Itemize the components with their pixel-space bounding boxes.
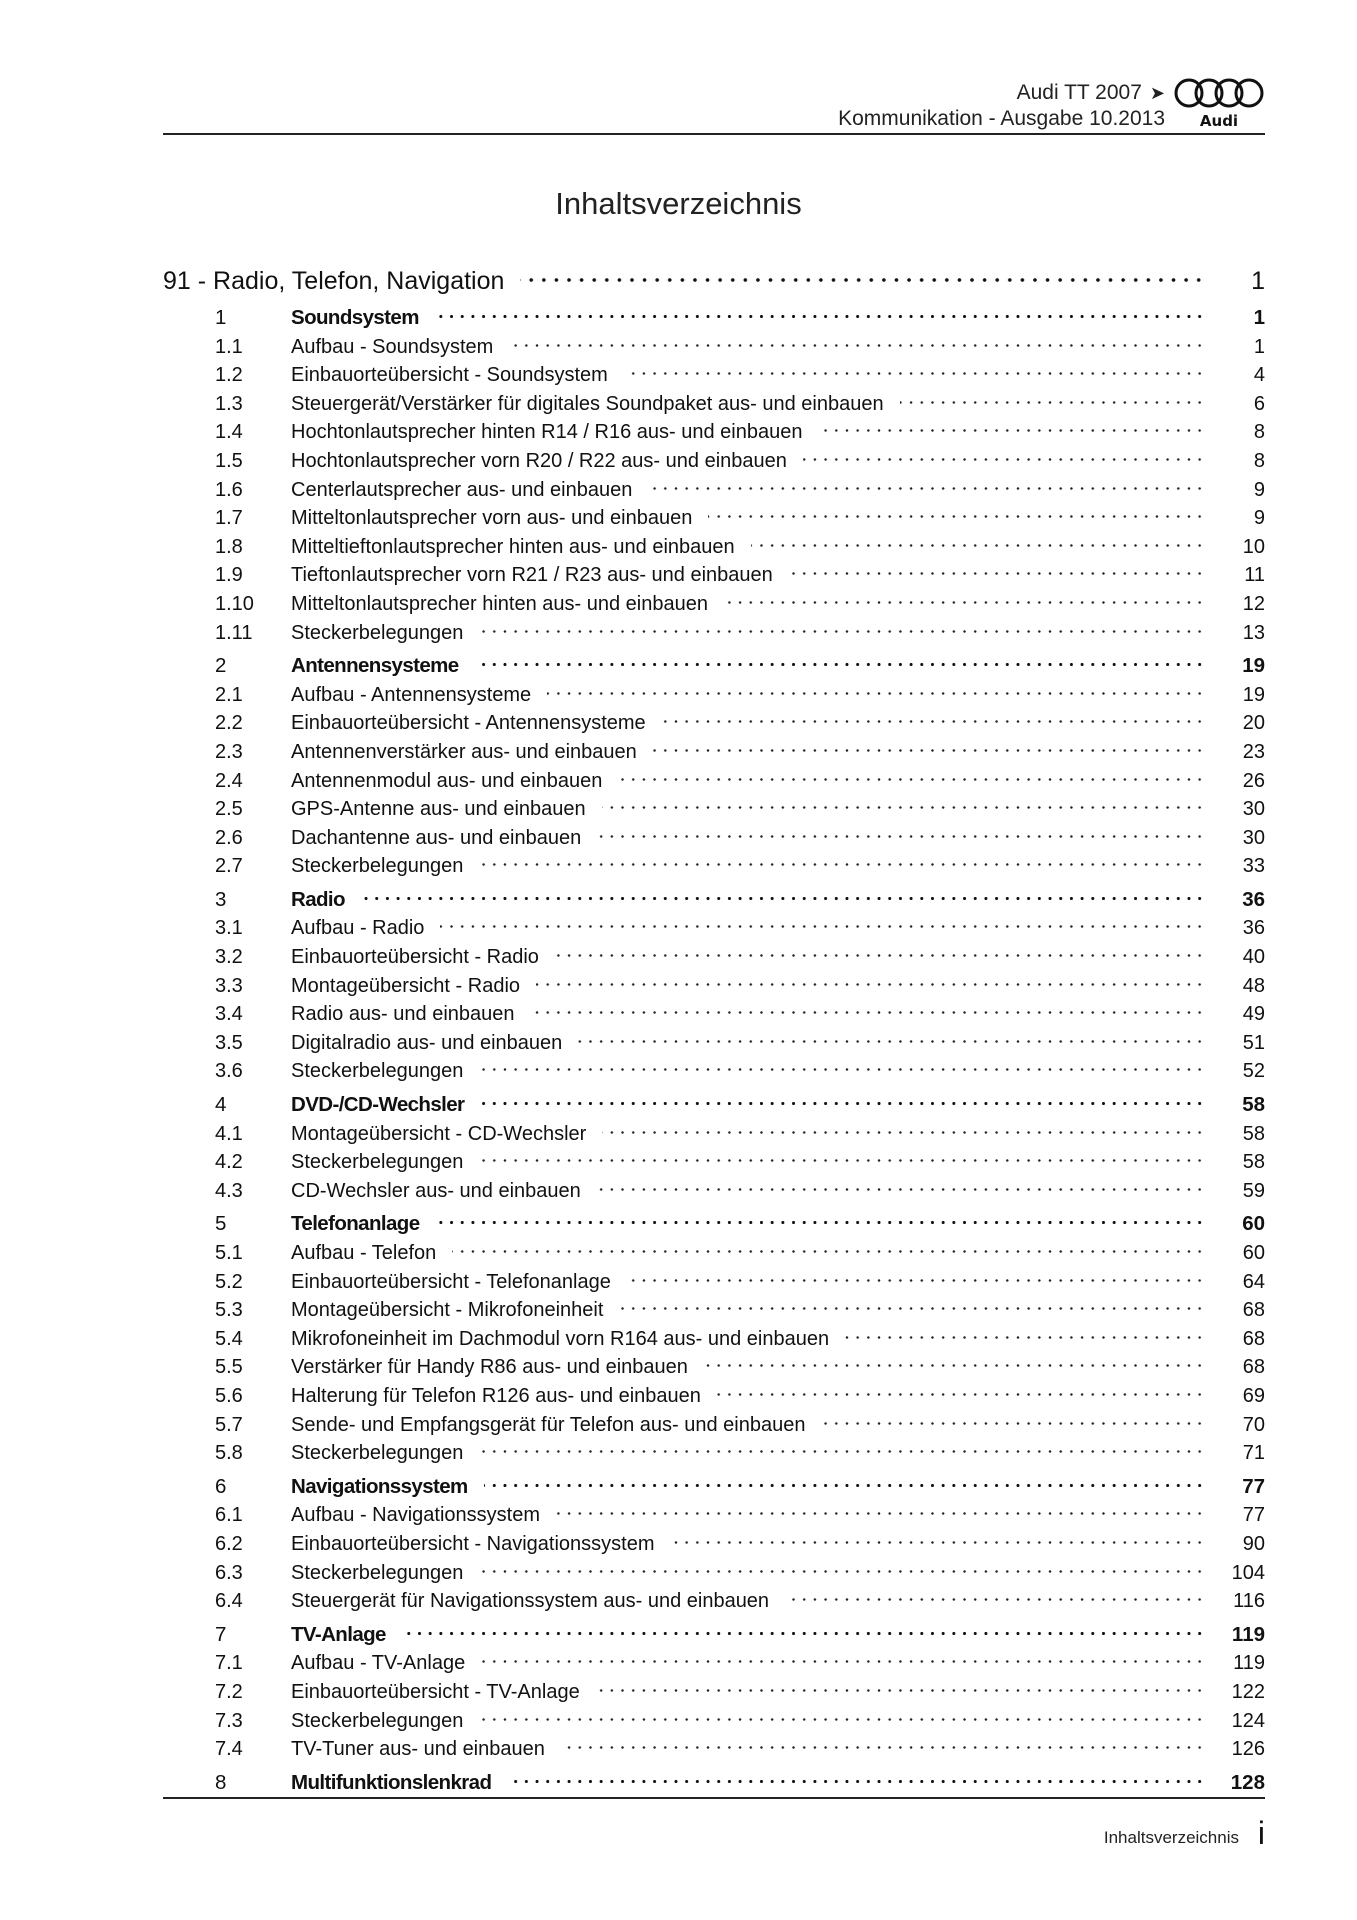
toc-dot-leader — [479, 1068, 1205, 1071]
toc-entry-title[interactable]: GPS-Antenne aus- und einbauen — [291, 798, 586, 821]
toc-entry-number: 1.5 — [215, 449, 243, 472]
toc-entry-row[interactable] — [163, 333, 1265, 362]
toc-dot-leader — [845, 1336, 1205, 1339]
toc-entry-number: 6.2 — [215, 1532, 243, 1555]
toc-entry-page[interactable]: 40 — [1242, 946, 1265, 969]
toc-dot-leader — [507, 1780, 1205, 1783]
header-text — [838, 80, 1165, 132]
toc-entry-title[interactable]: Steuergerät für Navigationssystem aus- und einbauen — [291, 1590, 770, 1613]
toc-entry-row[interactable] — [163, 1559, 1265, 1588]
toc-entry-page[interactable]: 30 — [1242, 798, 1265, 821]
toc-entry-number: 5.5 — [215, 1356, 243, 1379]
toc-entry-title[interactable]: Steckerbelegungen — [291, 1442, 464, 1465]
toc-dot-leader — [602, 806, 1205, 809]
toc-entry-page[interactable]: 68 — [1242, 1327, 1265, 1350]
toc-entry-title[interactable]: Multifunktionslenkrad — [291, 1770, 492, 1794]
toc-dot-leader — [785, 1598, 1205, 1601]
toc-entry-page[interactable]: 69 — [1242, 1384, 1265, 1407]
toc-entry-title[interactable]: Radio aus- und einbauen — [291, 1003, 515, 1026]
toc-entry-number: 3.1 — [215, 917, 243, 940]
toc-dot-leader — [821, 1422, 1205, 1425]
header-model: Audi TT 2007 — [1016, 81, 1142, 104]
toc-dot-leader — [704, 1364, 1205, 1367]
toc-entry-number: 2.3 — [215, 740, 243, 763]
toc-entry-number: 1.2 — [215, 364, 243, 387]
toc-entry-number: 5.2 — [215, 1270, 243, 1293]
toc-entry-row[interactable] — [163, 824, 1265, 853]
toc-dot-leader — [509, 344, 1205, 347]
toc-entry-number: 2.1 — [215, 683, 243, 706]
toc-dot-leader — [618, 778, 1205, 781]
toc-entry-row[interactable] — [163, 1678, 1265, 1707]
toc-dot-leader — [596, 1689, 1205, 1692]
toc-entry-title[interactable]: Aufbau - Antennensysteme — [291, 683, 532, 706]
toc-entry-number: 3.3 — [215, 974, 243, 997]
toc-entry-title[interactable]: Einbauorteübersicht - TV-Anlage — [291, 1680, 580, 1703]
toc-dot-leader — [900, 401, 1205, 404]
toc-dot-leader — [803, 458, 1205, 461]
toc-entry-row[interactable] — [163, 1353, 1265, 1382]
toc-entry-page[interactable]: 64 — [1242, 1270, 1265, 1293]
toc-entry-row[interactable] — [163, 914, 1265, 943]
toc-entry-number: 1.11 — [215, 621, 253, 644]
toc-entry-page[interactable]: 116 — [1233, 1590, 1265, 1613]
toc-entry-page[interactable]: 49 — [1242, 1003, 1265, 1026]
toc-entry-title[interactable]: Antennensysteme — [291, 654, 459, 678]
toc-entry-page[interactable]: 10 — [1242, 535, 1265, 558]
toc-entry-page[interactable]: 68 — [1242, 1299, 1265, 1322]
toc-entry-page[interactable]: 104 — [1231, 1561, 1265, 1584]
toc-entry-row[interactable] — [163, 681, 1265, 710]
toc-entry-page[interactable]: 9 — [1253, 507, 1265, 530]
toc-entry-row[interactable] — [163, 1735, 1265, 1764]
toc-entry-page[interactable]: 77 — [1242, 1504, 1265, 1527]
toc-dot-leader — [481, 1660, 1205, 1663]
toc-entry-number: 1.3 — [215, 392, 243, 415]
toc-entry-number: 7.1 — [215, 1652, 243, 1675]
toc-dot-leader — [547, 692, 1205, 695]
toc-entry-row[interactable] — [163, 709, 1265, 738]
toc-dot-leader — [479, 1159, 1205, 1162]
toc-entry-page[interactable]: 58 — [1242, 1122, 1265, 1145]
toc-entry-title[interactable]: Antennenmodul aus- und einbauen — [291, 769, 603, 792]
toc-entry-row[interactable] — [163, 1707, 1265, 1736]
toc-dot-leader — [479, 863, 1205, 866]
toc-entry-row[interactable] — [163, 1587, 1265, 1616]
toc-entry-row[interactable] — [163, 852, 1265, 881]
toc-dot-leader — [435, 315, 1205, 318]
toc-dot-leader — [724, 601, 1205, 604]
toc-entry-row[interactable] — [163, 1029, 1265, 1058]
toc-entry-row[interactable] — [163, 1530, 1265, 1559]
toc-dot-leader — [624, 372, 1205, 375]
toc-dot-leader — [531, 1011, 1205, 1014]
toc-entry-row[interactable] — [163, 1382, 1265, 1411]
toc-dot-leader — [479, 1570, 1205, 1573]
toc-entry-number: 3.6 — [215, 1060, 243, 1083]
toc-dot-leader — [556, 1512, 1205, 1515]
toc-entry-page[interactable]: 122 — [1231, 1680, 1265, 1703]
toc-entry-number: 1.4 — [215, 421, 243, 444]
toc-dot-leader — [789, 572, 1205, 575]
toc-entry-page[interactable]: 70 — [1242, 1413, 1265, 1436]
toc-dot-leader — [436, 1221, 1205, 1224]
toc-entry-number: 6.1 — [215, 1504, 243, 1527]
toc-entry-row[interactable] — [163, 1120, 1265, 1149]
toc-entry-row[interactable] — [163, 1000, 1265, 1029]
toc-entry-row[interactable] — [163, 795, 1265, 824]
toc-entry-page[interactable]: 60 — [1242, 1242, 1265, 1264]
toc-entry-title[interactable]: Montageübersicht - Mikrofoneinheit — [291, 1299, 604, 1322]
toc-entry-row[interactable] — [163, 1268, 1265, 1297]
toc-section-row[interactable] — [163, 886, 1265, 915]
toc-entry-page[interactable]: 12 — [1242, 592, 1265, 615]
toc-entry-title[interactable]: Mitteltieftonlautsprecher hinten aus- und einbauen — [291, 535, 735, 558]
toc-entry-title[interactable]: Aufbau - Soundsystem — [291, 335, 494, 358]
toc-entry-row[interactable] — [163, 1296, 1265, 1325]
toc-dot-leader — [597, 835, 1205, 838]
toc-entry-title[interactable]: Einbauorteübersicht - Radio — [291, 946, 539, 969]
toc-entry-row[interactable] — [163, 1239, 1265, 1268]
toc-entry-title[interactable]: Steckerbelegungen — [291, 1709, 464, 1732]
toc-entry-title[interactable]: Aufbau - Navigationssystem — [291, 1504, 541, 1527]
toc-entry-page[interactable]: 71 — [1242, 1442, 1265, 1465]
toc-entry-page[interactable]: 124 — [1231, 1709, 1265, 1732]
toc-entry-page[interactable]: 60 — [1242, 1212, 1265, 1236]
toc-dot-leader — [479, 630, 1205, 633]
toc-entry-page[interactable]: 13 — [1242, 621, 1265, 644]
toc-entry-number: 7 — [215, 1622, 227, 1646]
toc-section-row[interactable] — [163, 1473, 1265, 1502]
toc-entry-page[interactable]: 11 — [1244, 564, 1265, 587]
toc-entry-page[interactable]: 33 — [1242, 855, 1265, 878]
toc-entry-row[interactable] — [163, 561, 1265, 590]
toc-dot-leader — [361, 897, 1205, 900]
toc-entry-row[interactable] — [163, 1148, 1265, 1177]
toc-entry-row[interactable] — [163, 418, 1265, 447]
toc-entry-page[interactable]: 58 — [1242, 1151, 1265, 1174]
toc-entry-title[interactable]: CD-Wechsler aus- und einbauen — [291, 1179, 581, 1202]
toc-entry-page[interactable]: 20 — [1242, 712, 1265, 735]
toc-entry-number: 8 — [215, 1770, 227, 1794]
toc-entry-title[interactable]: Navigationssystem — [291, 1474, 468, 1498]
toc-entry-row[interactable] — [163, 533, 1265, 562]
toc-entry-number: 5.1 — [215, 1242, 243, 1264]
footer-page-number: i — [1257, 1815, 1265, 1851]
toc-entry-page[interactable]: 126 — [1231, 1738, 1265, 1761]
toc-dot-leader — [479, 1450, 1205, 1453]
toc-entry-page[interactable]: 52 — [1242, 1060, 1265, 1083]
toc-entry-row[interactable] — [163, 972, 1265, 1001]
toc-entry-row[interactable] — [163, 1057, 1265, 1086]
toc-entry-row[interactable] — [163, 361, 1265, 390]
toc-dot-leader — [561, 1746, 1205, 1749]
toc-dot-leader — [597, 1188, 1205, 1191]
toc-entry-number: 7.3 — [215, 1709, 243, 1732]
footer-rule — [163, 1797, 1265, 1799]
toc-entry-number: 1.6 — [215, 478, 243, 501]
toc-entry-row[interactable] — [163, 1177, 1265, 1206]
toc-entry-page[interactable]: 30 — [1242, 826, 1265, 849]
toc-section-row[interactable] — [163, 652, 1265, 681]
toc-entry-page[interactable]: 36 — [1242, 917, 1265, 940]
toc-entry-number: 2.2 — [215, 712, 243, 735]
toc-entry-number: 5.7 — [215, 1413, 243, 1436]
toc-entry-title[interactable]: Digitalradio aus- und einbauen — [291, 1031, 563, 1054]
table-of-contents — [163, 263, 1265, 1797]
toc-entry-row[interactable] — [163, 1501, 1265, 1530]
toc-entry-row[interactable] — [163, 390, 1265, 419]
toc-entry-title[interactable]: Mikrofoneinheit im Dachmodul vorn R164 aus- und einbauen — [291, 1327, 830, 1350]
toc-entry-title[interactable]: Montageübersicht - Radio — [291, 974, 521, 997]
toc-dot-leader — [662, 720, 1205, 723]
toc-entry-page[interactable]: 8 — [1253, 421, 1265, 444]
toc-entry-number: 4.1 — [215, 1122, 243, 1145]
toc-dot-leader — [536, 983, 1205, 986]
toc-entry-number: 1 — [215, 306, 227, 329]
toc-entry-row[interactable] — [163, 1325, 1265, 1354]
toc-entry-page[interactable]: 4 — [1253, 364, 1265, 387]
toc-dot-leader — [520, 278, 1205, 282]
toc-dot-leader — [619, 1307, 1205, 1310]
toc-entry-row[interactable] — [163, 590, 1265, 619]
toc-section-row[interactable] — [163, 1091, 1265, 1120]
toc-entry-number: 7.4 — [215, 1738, 243, 1761]
toc-dot-leader — [475, 663, 1205, 666]
toc-entry-title[interactable]: Sende- und Empfangsgerät für Telefon aus- und einbauen — [291, 1413, 806, 1436]
toc-entry-title[interactable]: Einbauorteübersicht - Antennensysteme — [291, 712, 646, 735]
toc-dot-leader — [602, 1131, 1205, 1134]
toc-section-row[interactable] — [163, 1621, 1265, 1650]
toc-entry-page[interactable]: 36 — [1242, 887, 1265, 911]
toc-entry-page[interactable]: 119 — [1233, 1652, 1265, 1675]
toc-entry-title[interactable]: Steckerbelegungen — [291, 1151, 464, 1174]
toc-entry-title[interactable]: Steckerbelegungen — [291, 621, 464, 644]
toc-entry-title[interactable]: Hochtonlautsprecher vorn R20 / R22 aus- und einbauen — [291, 449, 787, 472]
toc-entry-page[interactable]: 90 — [1242, 1532, 1265, 1555]
toc-entry-number: 2.6 — [215, 826, 243, 849]
toc-dot-leader — [627, 1279, 1205, 1282]
toc-entry-page[interactable]: 6 — [1253, 392, 1265, 415]
toc-dot-leader — [653, 749, 1205, 752]
toc-entry-row[interactable] — [163, 619, 1265, 648]
header-rule — [163, 133, 1265, 135]
toc-entry-row[interactable] — [163, 476, 1265, 505]
toc-entry-number: 6 — [215, 1474, 227, 1498]
toc-entry-number: 4.2 — [215, 1151, 243, 1174]
toc-entry-number: 3.2 — [215, 946, 243, 969]
page-title: Inhaltsverzeichnis — [555, 186, 802, 221]
toc-entry-number: 1.8 — [215, 535, 243, 558]
toc-entry-number: 1.10 — [215, 592, 254, 615]
toc-entry-number: 2.5 — [215, 798, 243, 821]
toc-entry-page[interactable]: 19 — [1242, 683, 1265, 706]
toc-entry-title[interactable]: Steckerbelegungen — [291, 855, 464, 878]
toc-entry-number: 1.7 — [215, 507, 243, 530]
toc-entry-title[interactable]: Steckerbelegungen — [291, 1060, 464, 1083]
toc-entry-page[interactable]: 9 — [1253, 478, 1265, 501]
toc-section-row[interactable] — [163, 1210, 1265, 1239]
toc-entry-title[interactable]: Aufbau - Radio — [291, 917, 425, 940]
toc-entry-title[interactable]: Steuergerät/Verstärker für digitales Soundpaket aus- und einbauen — [291, 392, 884, 415]
toc-entry-title[interactable]: Aufbau - Telefon — [291, 1242, 437, 1264]
toc-entry-title[interactable]: Centerlautsprecher aus- und einbauen — [291, 478, 633, 501]
toc-entry-page[interactable]: 1 — [1253, 335, 1265, 358]
toc-section-row[interactable] — [163, 304, 1265, 333]
toc-entry-number: 5.3 — [215, 1299, 243, 1322]
toc-entry-title[interactable]: Aufbau - TV-Anlage — [291, 1652, 466, 1675]
toc-entry-row[interactable] — [163, 504, 1265, 533]
toc-entry-title[interactable]: TV-Anlage — [291, 1622, 386, 1646]
toc-entry-title[interactable]: TV-Tuner aus- und einbauen — [291, 1738, 545, 1761]
toc-entry-number: 3 — [215, 887, 227, 911]
header-line-model — [838, 80, 1165, 106]
toc-entry-page[interactable]: 23 — [1242, 740, 1265, 763]
toc-entry-title[interactable]: Hochtonlautsprecher hinten R14 / R16 aus- und einbauen — [291, 421, 803, 444]
page-header — [163, 76, 1265, 136]
toc-entry-title[interactable]: Soundsystem — [291, 306, 419, 329]
toc-entry-title[interactable]: Mitteltonlautsprecher hinten aus- und einbauen — [291, 592, 708, 615]
toc-entry-number: 3.4 — [215, 1003, 243, 1026]
toc-entry-title[interactable]: Antennenverstärker aus- und einbauen — [291, 740, 637, 763]
toc-entry-number: 3.5 — [215, 1031, 243, 1054]
toc-entry-number: 4 — [215, 1093, 227, 1117]
toc-entry-page[interactable]: 59 — [1242, 1179, 1265, 1202]
audi-rings-logo — [1173, 76, 1265, 132]
toc-entry-title[interactable]: Telefonanlage — [291, 1212, 420, 1236]
toc-entry-row[interactable] — [163, 738, 1265, 767]
toc-chapter-row[interactable] — [163, 263, 1265, 299]
toc-entry-title[interactable]: DVD-/CD-Wechsler — [291, 1093, 465, 1117]
toc-entry-number: 5.4 — [215, 1327, 243, 1350]
toc-entry-row[interactable] — [163, 1411, 1265, 1440]
arrow-right-icon: ➤ — [1149, 83, 1165, 103]
toc-entry-title[interactable]: Einbauorteübersicht - Soundsystem — [291, 364, 608, 387]
toc-entry-row[interactable] — [163, 1649, 1265, 1678]
toc-entry-page[interactable]: 119 — [1231, 1622, 1265, 1646]
toc-entry-number: 7.2 — [215, 1680, 243, 1703]
toc-entry-title[interactable]: Tieftonlautsprecher vorn R21 / R23 aus- und einbauen — [291, 564, 773, 587]
toc-entry-number: 4.3 — [215, 1179, 243, 1202]
toc-entry-page[interactable]: 1 — [1253, 306, 1265, 329]
toc-entry-page[interactable]: 51 — [1242, 1031, 1265, 1054]
toc-entry-number: 6.3 — [215, 1561, 243, 1584]
toc-entry-number: 2.4 — [215, 769, 243, 792]
toc-entry-page[interactable]: 68 — [1242, 1356, 1265, 1379]
toc-entry-number: 2 — [215, 654, 227, 678]
toc-section-row[interactable] — [163, 1769, 1265, 1798]
toc-entry-title[interactable]: Mitteltonlautsprecher vorn aus- und einbauen — [291, 507, 693, 530]
toc-entry-row[interactable] — [163, 447, 1265, 476]
toc-dot-leader — [402, 1632, 1205, 1635]
toc-dot-leader — [480, 1102, 1205, 1105]
audi-logo-text: Audi — [1199, 112, 1239, 130]
toc-dot-leader — [717, 1393, 1205, 1396]
toc-entry-page[interactable]: 128 — [1230, 1770, 1265, 1794]
toc-entry-title[interactable]: Radio — [291, 887, 345, 911]
toc-entry-page[interactable]: 77 — [1242, 1474, 1265, 1498]
toc-entry-number: 1.9 — [215, 564, 243, 587]
toc-entry-page[interactable]: 26 — [1242, 769, 1265, 792]
toc-dot-leader — [440, 925, 1205, 928]
toc-entry-page[interactable]: 19 — [1242, 654, 1265, 678]
toc-entry-title[interactable]: Montageübersicht - CD-Wechsler — [291, 1122, 587, 1145]
toc-dot-leader — [751, 544, 1205, 547]
toc-entry-title[interactable]: 91 - Radio, Telefon, Navigation — [163, 267, 505, 295]
toc-entry-title[interactable]: Verstärker für Handy R86 aus- und einbauen — [291, 1356, 688, 1379]
header-line-edition: Kommunikation - Ausgabe 10.2013 — [838, 107, 1165, 130]
toc-entry-number: 5 — [215, 1212, 227, 1236]
toc-entry-row[interactable] — [163, 1439, 1265, 1468]
toc-entry-title[interactable]: Steckerbelegungen — [291, 1561, 464, 1584]
toc-entry-title[interactable]: Einbauorteübersicht - Telefonanlage — [291, 1270, 611, 1293]
toc-entry-number: 5.8 — [215, 1442, 243, 1465]
toc-dot-leader — [648, 487, 1205, 490]
footer-label: Inhaltsverzeichnis — [1103, 1828, 1239, 1847]
toc-dot-leader — [484, 1484, 1205, 1487]
toc-entry-number: 6.4 — [215, 1590, 243, 1613]
toc-entry-title[interactable]: Halterung für Telefon R126 aus- und einbauen — [291, 1384, 701, 1407]
toc-entry-page[interactable]: 1 — [1251, 267, 1265, 295]
toc-dot-leader — [708, 515, 1205, 518]
toc-entry-row[interactable] — [163, 767, 1265, 796]
toc-dot-leader — [452, 1250, 1205, 1253]
toc-dot-leader — [479, 1718, 1205, 1721]
toc-entry-title[interactable]: Einbauorteübersicht - Navigationssystem — [291, 1532, 655, 1555]
toc-dot-leader — [578, 1040, 1205, 1043]
toc-entry-number: 5.6 — [215, 1384, 243, 1407]
toc-entry-number: 1.1 — [215, 335, 243, 358]
toc-dot-leader — [555, 954, 1205, 957]
toc-entry-page[interactable]: 8 — [1253, 449, 1265, 472]
toc-entry-page[interactable]: 48 — [1242, 974, 1265, 997]
toc-entry-title[interactable]: Dachantenne aus- und einbauen — [291, 826, 582, 849]
toc-dot-leader — [671, 1541, 1205, 1544]
toc-dot-leader — [818, 429, 1205, 432]
toc-entry-page[interactable]: 58 — [1242, 1093, 1265, 1117]
toc-entry-row[interactable] — [163, 943, 1265, 972]
toc-entry-number: 2.7 — [215, 855, 243, 878]
